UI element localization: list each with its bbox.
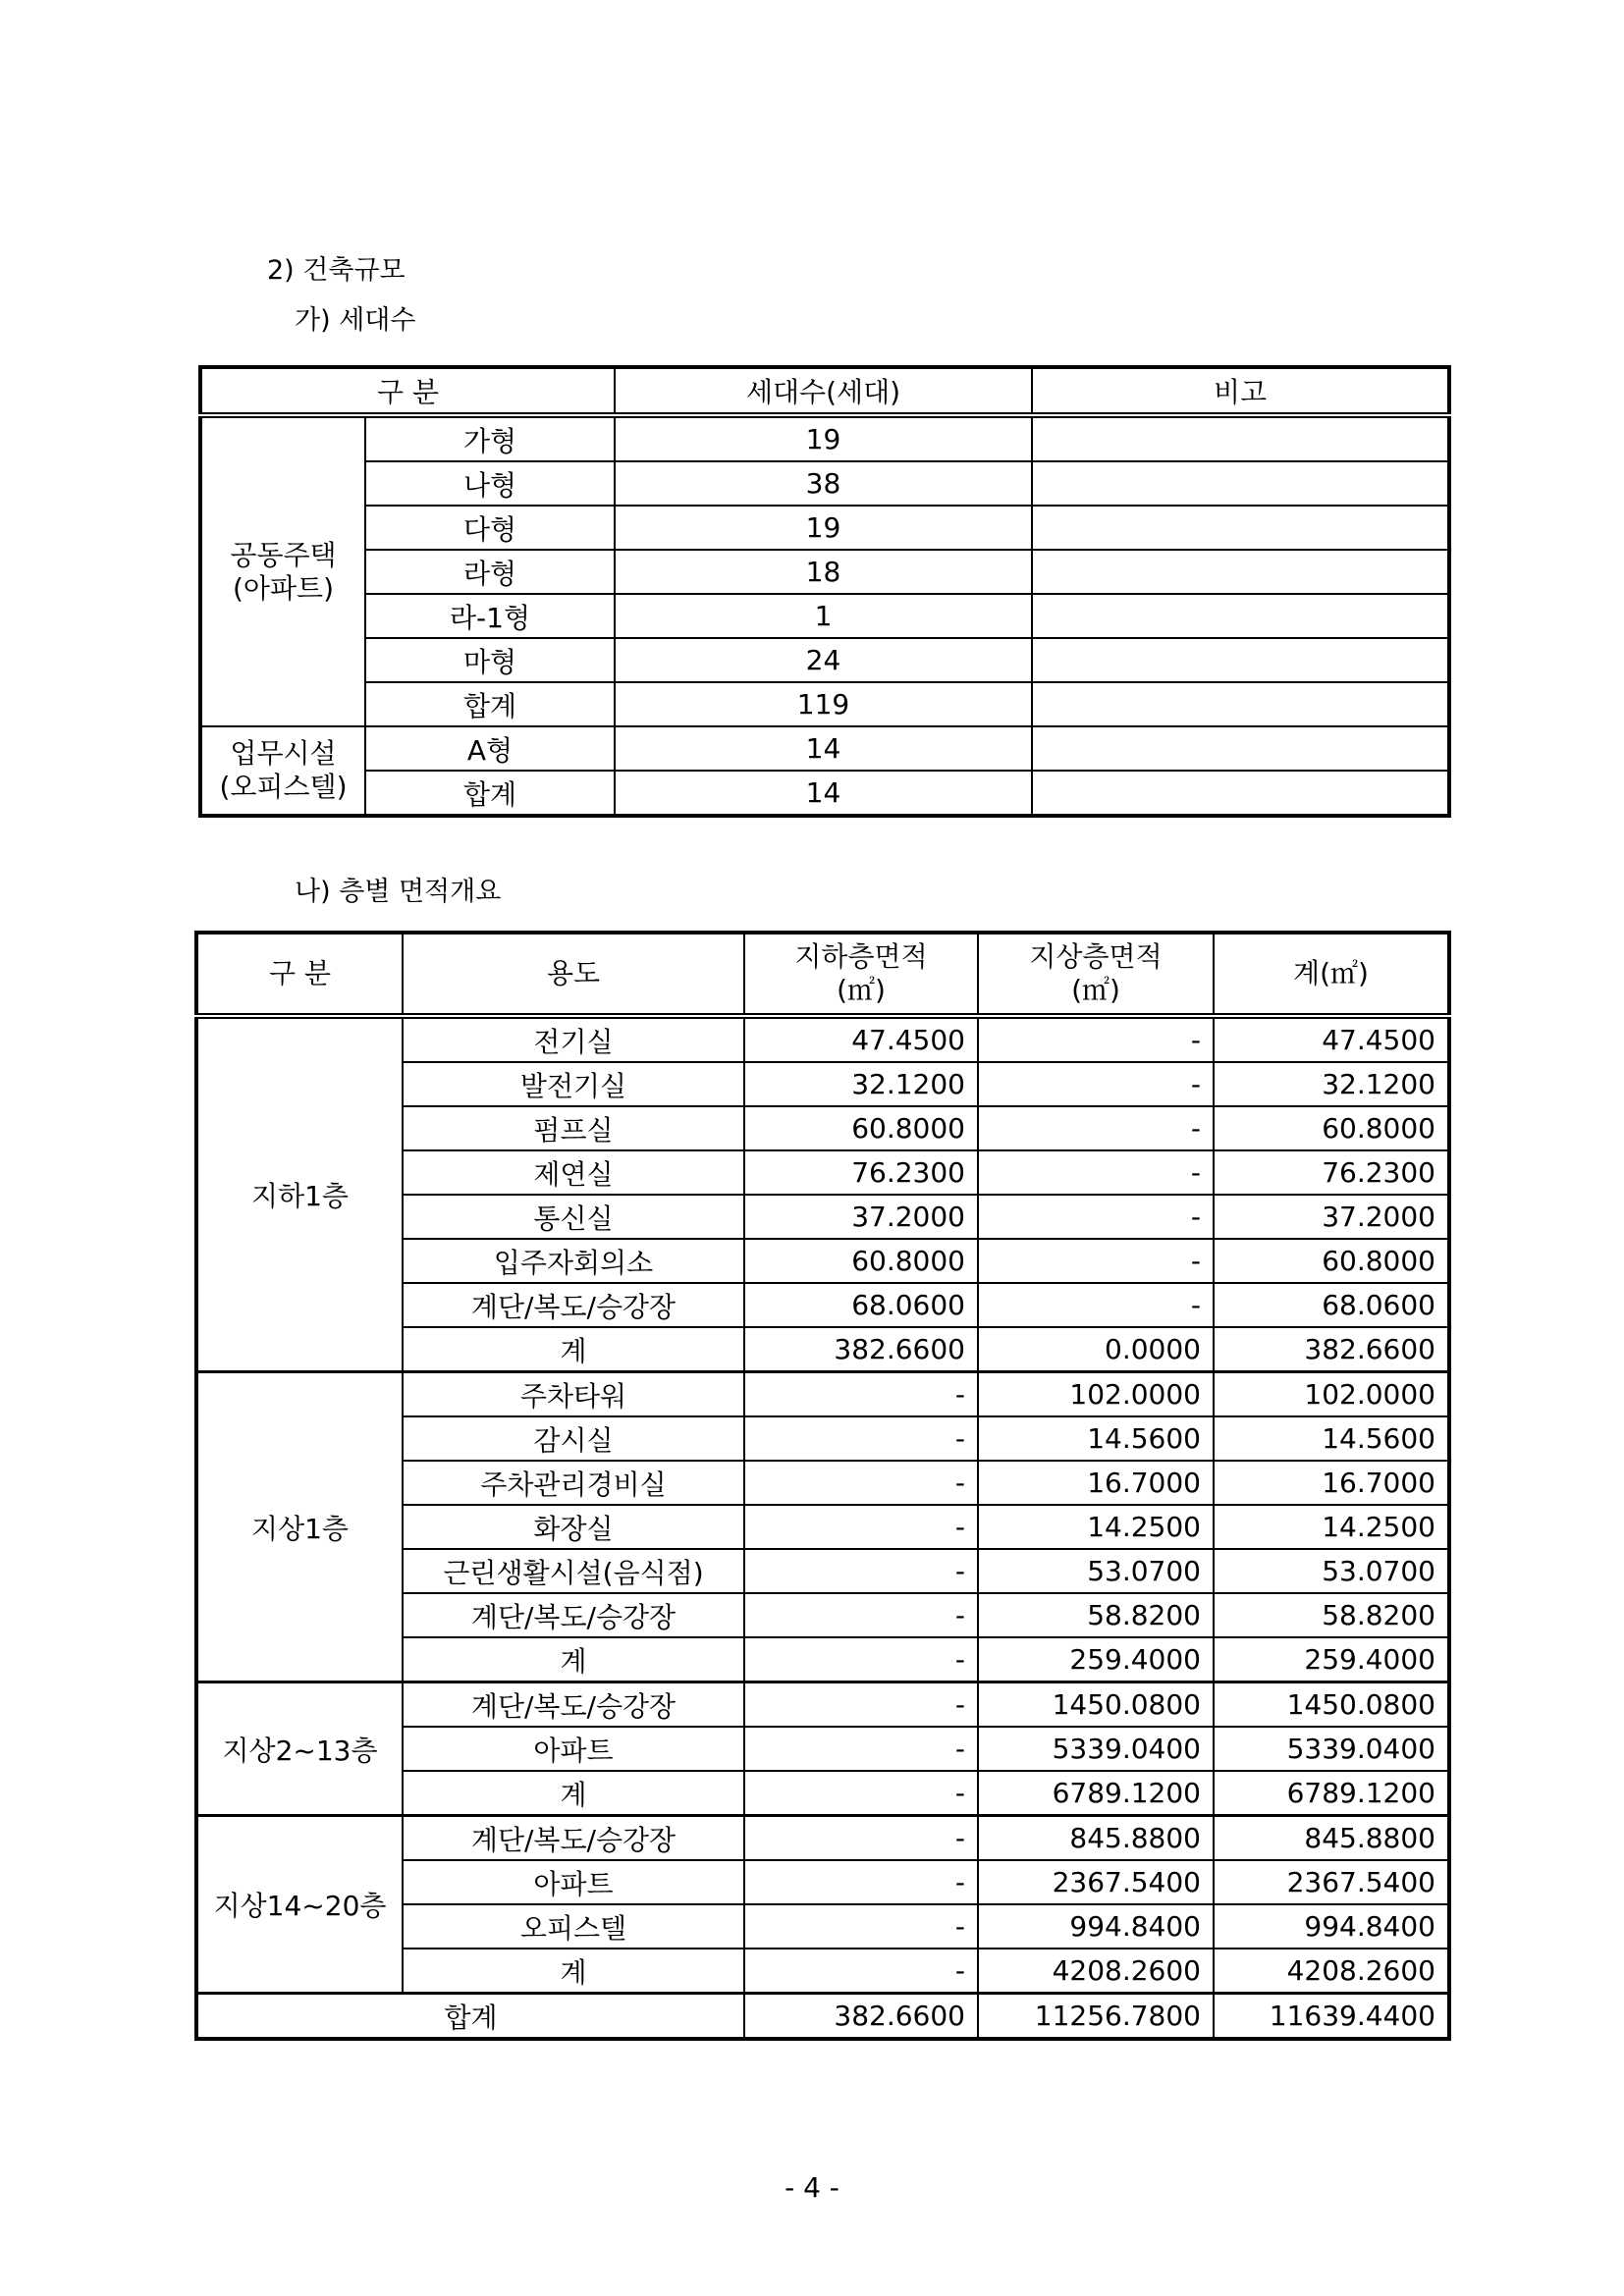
above-area-cell: 5339.0400 (978, 1727, 1214, 1771)
floor-label: 지하1층 (196, 1016, 403, 1372)
use-cell: 근린생활시설(음식점) (403, 1549, 744, 1593)
header-above-area-line1: 지상층면적 (1029, 940, 1163, 973)
use-cell: 통신실 (403, 1195, 744, 1239)
table-header-row (200, 367, 1449, 415)
note-cell (1032, 771, 1449, 816)
table-row (200, 461, 1449, 506)
above-area-cell: 53.0700 (978, 1549, 1214, 1593)
above-area-cell: 2367.5400 (978, 1860, 1214, 1904)
above-area-cell: 16.7000 (978, 1461, 1214, 1505)
above-area-cell: 6789.1200 (978, 1771, 1214, 1816)
header-above-area-unit: (㎡) (1071, 974, 1120, 1006)
below-area-cell: 47.4500 (744, 1016, 978, 1062)
above-area-cell: - (978, 1195, 1214, 1239)
household-count: 19 (615, 506, 1032, 550)
note-cell (1032, 682, 1449, 726)
note-cell (1032, 415, 1449, 461)
table-row (196, 1372, 1449, 1417)
below-area-cell: - (744, 1372, 978, 1417)
section-heading: 2) 건축규모 (267, 255, 406, 286)
header-division: 구 분 (200, 367, 615, 415)
unit-type: 라-1형 (365, 594, 615, 638)
header-household-count: 세대수(세대) (615, 367, 1032, 415)
above-area-cell: 845.8800 (978, 1816, 1214, 1861)
above-area-cell: 14.5600 (978, 1416, 1214, 1461)
above-area-cell: 0.0000 (978, 1327, 1214, 1372)
header-below-area-line1: 지하층면적 (794, 940, 928, 973)
total-area-cell: 37.2000 (1214, 1195, 1449, 1239)
total-area-cell: 58.8200 (1214, 1593, 1449, 1637)
below-area-cell: - (744, 1860, 978, 1904)
unit-type: 나형 (365, 461, 615, 506)
header-below-area (744, 933, 978, 1016)
header-note: 비고 (1032, 367, 1449, 415)
below-area-cell: - (744, 1593, 978, 1637)
total-area-cell: 102.0000 (1214, 1372, 1449, 1417)
household-count: 18 (615, 550, 1032, 594)
below-area-cell: - (744, 1416, 978, 1461)
household-count: 119 (615, 682, 1032, 726)
header-use: 용도 (403, 933, 744, 1016)
group-label-line1: 공동주택 (230, 538, 337, 571)
unit-type: 라형 (365, 550, 615, 594)
below-area-cell: 60.8000 (744, 1106, 978, 1150)
table-row (196, 1682, 1449, 1728)
header-division: 구 분 (196, 933, 403, 1016)
use-cell: 아파트 (403, 1727, 744, 1771)
above-area-cell: 102.0000 (978, 1372, 1214, 1417)
floor-label: 지상14~20층 (196, 1816, 403, 1994)
below-area-cell: 37.2000 (744, 1195, 978, 1239)
note-cell (1032, 506, 1449, 550)
use-cell: 계 (403, 1771, 744, 1816)
total-area-cell: 6789.1200 (1214, 1771, 1449, 1816)
below-area-cell: - (744, 1505, 978, 1549)
header-total: 계(㎡) (1214, 933, 1449, 1016)
use-cell: 주차관리경비실 (403, 1461, 744, 1505)
table-row (200, 550, 1449, 594)
use-cell: 계 (403, 1637, 744, 1682)
page-number: - 4 - (785, 2171, 839, 2204)
total-area-cell: 1450.0800 (1214, 1682, 1449, 1728)
table-row (200, 506, 1449, 550)
total-area-cell: 68.0600 (1214, 1283, 1449, 1327)
household-count: 14 (615, 771, 1032, 816)
above-area-cell: 58.8200 (978, 1593, 1214, 1637)
total-area-cell: 259.4000 (1214, 1637, 1449, 1682)
total-area-cell: 60.8000 (1214, 1239, 1449, 1283)
above-area-cell: 994.8400 (978, 1904, 1214, 1949)
below-area-cell: - (744, 1771, 978, 1816)
total-area-cell: 14.2500 (1214, 1505, 1449, 1549)
above-area-cell: - (978, 1016, 1214, 1062)
group-label-line2: (아파트) (233, 571, 334, 605)
header-below-area-unit: (㎡) (837, 974, 886, 1006)
total-area-cell: 53.0700 (1214, 1549, 1449, 1593)
total-area-cell: 845.8800 (1214, 1816, 1449, 1861)
total-area-cell: 5339.0400 (1214, 1727, 1449, 1771)
table-row (200, 415, 1449, 461)
below-area-cell: 76.2300 (744, 1150, 978, 1195)
below-area-cell: - (744, 1949, 978, 1994)
above-area-cell: - (978, 1062, 1214, 1106)
grand-total-below: 382.6600 (744, 1994, 978, 2040)
note-cell (1032, 726, 1449, 771)
household-count: 1 (615, 594, 1032, 638)
unit-type: 다형 (365, 506, 615, 550)
unit-type: 마형 (365, 638, 615, 682)
use-cell: 계단/복도/승강장 (403, 1283, 744, 1327)
household-count: 38 (615, 461, 1032, 506)
header-above-area (978, 933, 1214, 1016)
unit-type: 합계 (365, 771, 615, 816)
total-area-cell: 2367.5400 (1214, 1860, 1449, 1904)
household-count: 24 (615, 638, 1032, 682)
use-cell: 화장실 (403, 1505, 744, 1549)
use-cell: 아파트 (403, 1860, 744, 1904)
below-area-cell: - (744, 1549, 978, 1593)
total-area-cell: 994.8400 (1214, 1904, 1449, 1949)
above-area-cell: - (978, 1239, 1214, 1283)
above-area-cell: 259.4000 (978, 1637, 1214, 1682)
above-area-cell: 14.2500 (978, 1505, 1214, 1549)
use-cell: 오피스텔 (403, 1904, 744, 1949)
unit-type: A형 (365, 726, 615, 771)
table-row (200, 638, 1449, 682)
floor-label: 지상2~13층 (196, 1682, 403, 1816)
total-area-cell: 47.4500 (1214, 1016, 1449, 1062)
below-area-cell: - (744, 1727, 978, 1771)
table-row (196, 1816, 1449, 1861)
below-area-cell: - (744, 1904, 978, 1949)
use-cell: 전기실 (403, 1016, 744, 1062)
below-area-cell: - (744, 1637, 978, 1682)
floor-area-heading: 나) 층별 면적개요 (295, 877, 502, 907)
table-row (196, 1016, 1449, 1062)
note-cell (1032, 594, 1449, 638)
table-header-row (196, 933, 1449, 1016)
below-area-cell: - (744, 1461, 978, 1505)
total-area-cell: 16.7000 (1214, 1461, 1449, 1505)
use-cell: 계단/복도/승강장 (403, 1816, 744, 1861)
table-row (200, 726, 1449, 771)
use-cell: 제연실 (403, 1150, 744, 1195)
grand-total-label: 합계 (196, 1994, 744, 2040)
total-area-cell: 14.5600 (1214, 1416, 1449, 1461)
use-cell: 발전기실 (403, 1062, 744, 1106)
note-cell (1032, 638, 1449, 682)
use-cell: 계단/복도/승강장 (403, 1682, 744, 1728)
note-cell (1032, 461, 1449, 506)
group-label-line2: (오피스텔) (219, 771, 348, 803)
below-area-cell: - (744, 1682, 978, 1728)
above-area-cell: - (978, 1106, 1214, 1150)
grand-total-total: 11639.4400 (1214, 1994, 1449, 2040)
households-heading: 가) 세대수 (295, 305, 416, 336)
below-area-cell: 382.6600 (744, 1327, 978, 1372)
total-area-cell: 60.8000 (1214, 1106, 1449, 1150)
unit-type: 가형 (365, 415, 615, 461)
below-area-cell: 60.8000 (744, 1239, 978, 1283)
use-cell: 감시실 (403, 1416, 744, 1461)
use-cell: 계 (403, 1949, 744, 1994)
use-cell: 계단/복도/승강장 (403, 1593, 744, 1637)
total-area-cell: 382.6600 (1214, 1327, 1449, 1372)
grand-total-above: 11256.7800 (978, 1994, 1214, 2040)
group-label (200, 415, 365, 726)
above-area-cell: - (978, 1283, 1214, 1327)
above-area-cell: - (978, 1150, 1214, 1195)
group-label (200, 726, 365, 816)
household-count: 19 (615, 415, 1032, 461)
table-row (200, 682, 1449, 726)
below-area-cell: 68.0600 (744, 1283, 978, 1327)
total-area-cell: 32.1200 (1214, 1062, 1449, 1106)
household-count: 14 (615, 726, 1032, 771)
above-area-cell: 4208.2600 (978, 1949, 1214, 1994)
above-area-cell: 1450.0800 (978, 1682, 1214, 1728)
use-cell: 계 (403, 1327, 744, 1372)
note-cell (1032, 550, 1449, 594)
use-cell: 입주자회의소 (403, 1239, 744, 1283)
households-table (198, 365, 1451, 818)
group-label-line1: 업무시설 (230, 737, 337, 770)
total-area-cell: 4208.2600 (1214, 1949, 1449, 1994)
table-row (200, 594, 1449, 638)
use-cell: 주차타워 (403, 1372, 744, 1417)
below-area-cell: - (744, 1816, 978, 1861)
floor-area-table (194, 931, 1451, 2041)
floor-label: 지상1층 (196, 1372, 403, 1682)
below-area-cell: 32.1200 (744, 1062, 978, 1106)
total-area-cell: 76.2300 (1214, 1150, 1449, 1195)
grand-total-row (196, 1994, 1449, 2040)
unit-type: 합계 (365, 682, 615, 726)
table-row (200, 771, 1449, 816)
use-cell: 펌프실 (403, 1106, 744, 1150)
